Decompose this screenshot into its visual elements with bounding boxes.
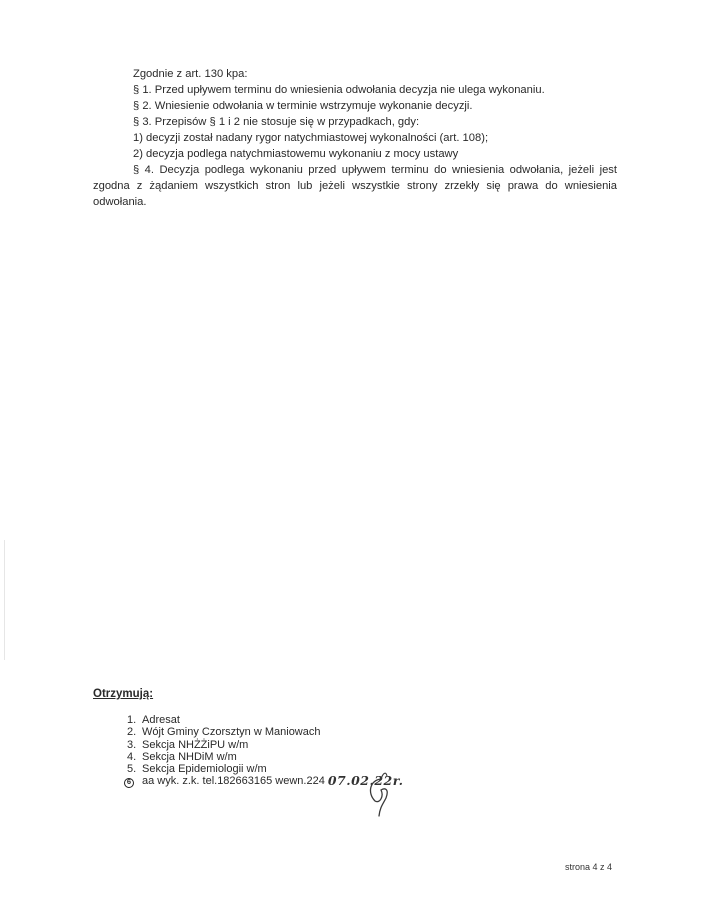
legal-text: [93, 66, 617, 210]
recipient-name: Adresat: [142, 714, 180, 726]
paragraph-3: § 3. Przepisów § 1 i 2 nie stosuje się w przypadkach, gdy:: [133, 116, 420, 128]
paragraph-1: § 1. Przed upływem terminu do wniesienia odwołania decyzja nie ulega wykonaniu.: [133, 84, 545, 96]
recipient-name: Wójt Gminy Czorsztyn w Maniowach: [142, 726, 321, 739]
intro-line: Zgodnie z art. 130 kpa:: [133, 68, 248, 80]
recipient-item-archive: [127, 775, 513, 787]
recipients-section: [93, 688, 513, 788]
recipient-item: [127, 714, 513, 726]
recipients-list: [93, 714, 513, 788]
recipient-number: 2.: [127, 726, 137, 739]
paragraph-2: § 2. Wniesienie odwołania w terminie wstrzymuje wykonanie decyzji.: [133, 100, 473, 112]
paragraph-4: § 4. Decyzja podlega wykonaniu przed upływem terminu do wniesienia odwołania, jeżeli jest zgodna z żądaniem wszystkich stron lub jeżeli wszystkie strony zrzekły się prawa do wniesienia odwołania.: [93, 164, 617, 208]
recipient-item: [127, 739, 513, 751]
page-number: strona 4 z 4: [565, 862, 613, 872]
recipient-item: [127, 751, 513, 763]
recipient-number: 1.: [127, 714, 137, 726]
handwritten-date: 07.02.22r.: [327, 773, 404, 789]
recipient-number: 5.: [127, 763, 137, 776]
scan-edge-mark: [4, 540, 5, 660]
paragraph-3-item-1: 1) decyzji został nadany rygor natychmiastowej wykonalności (art. 108);: [133, 132, 489, 144]
recipient-name: Sekcja NHŻŻiPU w/m: [142, 738, 249, 751]
recipient-name: Sekcja Epidemiologii w/m: [142, 763, 267, 776]
handwritten-signature-icon: [362, 768, 394, 824]
recipient-item: [127, 726, 513, 738]
recipient-item: [127, 763, 513, 775]
recipients-title: Otrzymują:: [93, 688, 154, 700]
recipient-number: 4.: [127, 750, 137, 763]
recipient-name: Sekcja NHDiM w/m: [142, 750, 237, 763]
paragraph-3-item-2: 2) decyzja podlega natychmiastowemu wykonaniu z mocy ustawy: [133, 148, 459, 160]
recipient-archive-text: aa wyk. z.k. tel.182663165 wewn.224: [142, 775, 325, 788]
recipient-number: 3.: [127, 738, 137, 751]
circled-number-icon: 6: [124, 778, 134, 788]
